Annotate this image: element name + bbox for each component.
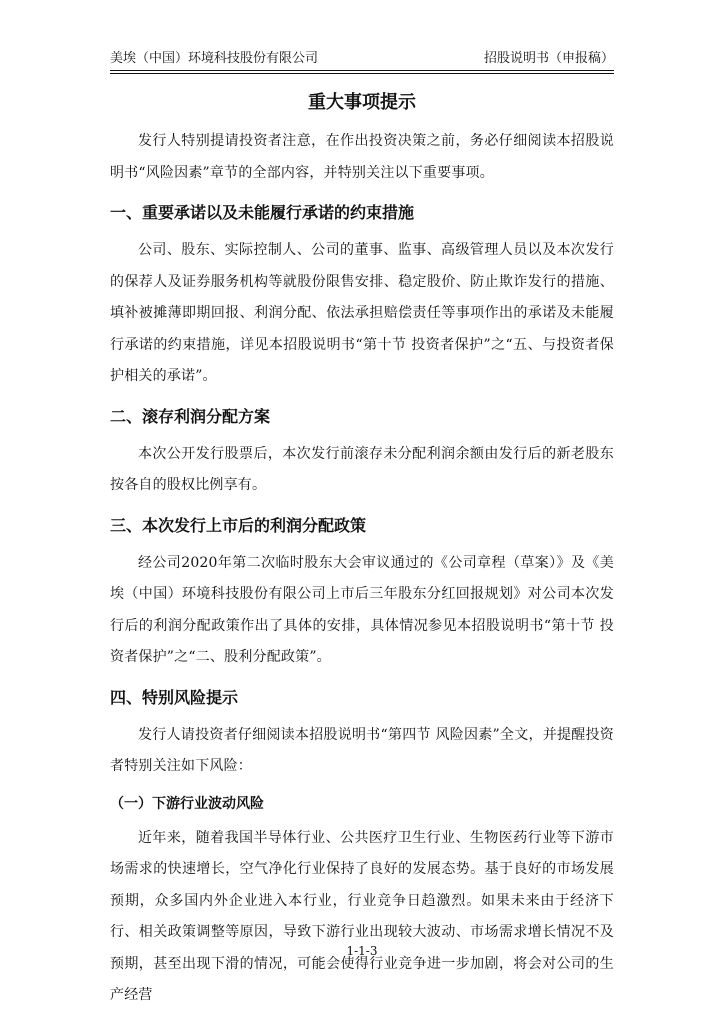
section-paragraph-1: 公司、股东、实际控制人、公司的董事、监事、高级管理人员以及本次发行的保荐人及证券服务机构等就股份限售安排、稳定股价、防止欺诈发行的措施、填补被摊薄即期回报、利润分配、依法承担赔偿责任等事项作出的承诺及未能履行承诺的约束措施，详见本招股说明书“第十节 投资者保护”之“五、与投资者保护相关的承诺”。 <box>110 242 614 384</box>
section-paragraph-2: 本次公开发行股票后，本次发行前滚存未分配利润余额由发行后的新老股东按各自的股权比例享有。 <box>110 445 614 493</box>
section-paragraph-4: 发行人请投资者仔细阅读本招股说明书“第四节 风险因素”全文，并提醒投资者特别关注如下风险： <box>110 726 614 774</box>
section-heading-3: 三、本次发行上市后的利润分配政策 <box>110 515 367 535</box>
page-body <box>110 86 614 1012</box>
page-title: 重大事项提示 <box>308 92 416 113</box>
header-divider <box>110 70 614 74</box>
header-document-type: 招股说明书（申报稿） <box>483 51 614 66</box>
header-company-name: 美埃（中国）环境科技股份有限公司 <box>110 51 319 66</box>
section-heading-4: 四、特别风险提示 <box>110 687 239 707</box>
section-heading-1: 一、重要承诺以及未能履行承诺的约束措施 <box>110 203 415 222</box>
page-number: 1-1-3 <box>346 944 378 958</box>
section-heading-2: 二、滚存利润分配方案 <box>110 406 271 426</box>
running-header <box>110 50 614 68</box>
intro-paragraph: 发行人特别提请投资者注意，在作出投资决策之前，务必仔细阅读本招股说明书“风险因素”章节的全部内容，并特别关注以下重要事项。 <box>110 133 614 181</box>
subsection-paragraph: 近年来，随着我国半导体行业、公共医疗卫生行业、生物医药行业等下游市场需求的快速增长，空气净化行业保持了良好的发展态势。基于良好的市场发展预期，众多国内外企业进入本行业，行业竞争日趋激烈。如果未来由于经济下行、相关政策调整等原因，导致下游行业出现较大波动、市场需求增长情况不及预期，甚至出现下滑的情况，可能会使得行业竞争进一步加剧，将会对公司的生产经营 <box>110 829 614 1003</box>
subsection-heading: （一）下游行业波动风险 <box>110 795 264 812</box>
section-paragraph-3: 经公司2020年第二次临时股东大会审议通过的《公司章程（草案）》及《美埃（中国）环境科技股份有限公司上市后三年股东分红回报规划》对公司本次发行后的利润分配政策作出了具体的安排，具体情况参见本招股说明书“第十节 投资者保护”之“二、股利分配政策”。 <box>110 554 614 665</box>
